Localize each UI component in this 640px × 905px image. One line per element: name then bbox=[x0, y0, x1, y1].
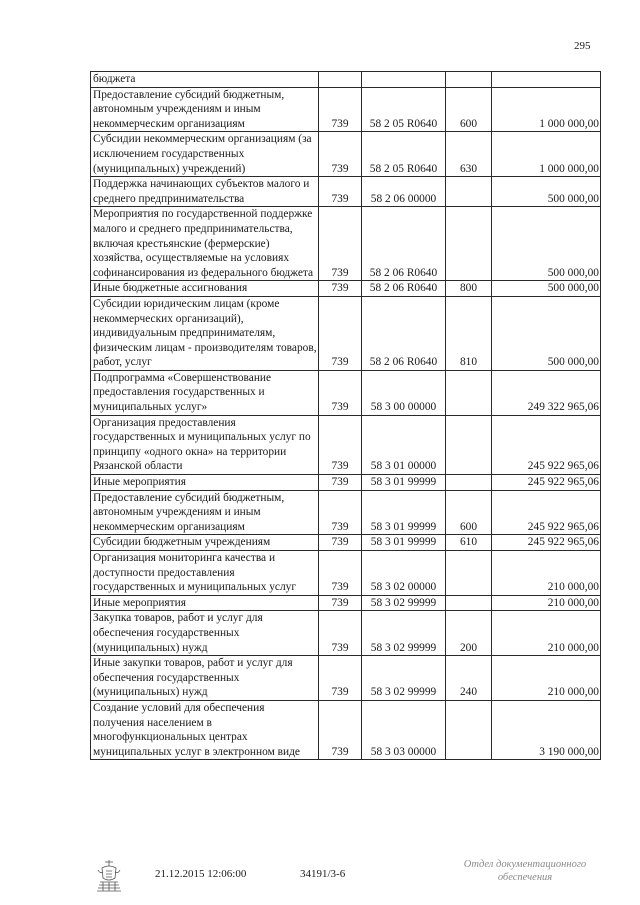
table-row bbox=[91, 207, 601, 281]
coat-of-arms-icon bbox=[94, 858, 124, 892]
row-csr-cell: 58 3 02 99999 bbox=[362, 611, 446, 656]
row-name-cell: Иные мероприятия bbox=[91, 475, 319, 491]
department-stamp bbox=[440, 858, 610, 884]
row-ved-cell: 739 bbox=[319, 370, 362, 415]
row-ved-cell: 739 bbox=[319, 611, 362, 656]
row-ved-cell: 739 bbox=[319, 535, 362, 551]
page-number: 295 bbox=[574, 40, 591, 52]
table-body bbox=[91, 72, 601, 760]
row-name-cell: Иные мероприятия bbox=[91, 595, 319, 611]
table-row bbox=[91, 595, 601, 611]
table-row bbox=[91, 475, 601, 491]
row-name-cell: Субсидии бюджетным учреждениям bbox=[91, 535, 319, 551]
row-csr-cell: 58 3 01 99999 bbox=[362, 535, 446, 551]
row-vr-cell: 630 bbox=[446, 132, 492, 177]
row-vr-cell: 810 bbox=[446, 296, 492, 370]
row-sum-cell: 500 000,00 bbox=[492, 296, 601, 370]
stamp-line-1: Отдел документационного bbox=[463, 859, 587, 870]
table-row bbox=[91, 177, 601, 207]
stamp-line-2: обеспечения bbox=[497, 872, 553, 883]
row-sum-cell: 210 000,00 bbox=[492, 595, 601, 611]
row-name-cell: Организация предоставления государственных и муниципальных услуг по принципу «одного окна» на территории Рязанской области bbox=[91, 415, 319, 474]
row-ved-cell bbox=[319, 72, 362, 88]
row-csr-cell: 58 3 02 00000 bbox=[362, 551, 446, 596]
row-csr-cell: 58 2 06 R0640 bbox=[362, 207, 446, 281]
row-csr-cell: 58 2 06 R0640 bbox=[362, 281, 446, 297]
row-sum-cell: 1 000 000,00 bbox=[492, 132, 601, 177]
table-row bbox=[91, 611, 601, 656]
row-sum-cell: 245 922 965,06 bbox=[492, 475, 601, 491]
row-vr-cell bbox=[446, 551, 492, 596]
row-vr-cell: 600 bbox=[446, 490, 492, 535]
row-csr-cell: 58 2 06 00000 bbox=[362, 177, 446, 207]
row-sum-cell: 500 000,00 bbox=[492, 207, 601, 281]
row-csr-cell: 58 3 03 00000 bbox=[362, 700, 446, 759]
table-row bbox=[91, 296, 601, 370]
table-row bbox=[91, 132, 601, 177]
row-name-cell: Предоставление субсидий бюджетным, автономным учреждениям и иным некоммерческим организациям bbox=[91, 490, 319, 535]
table-row bbox=[91, 370, 601, 415]
row-vr-cell bbox=[446, 700, 492, 759]
row-vr-cell: 600 bbox=[446, 87, 492, 132]
row-sum-cell: 500 000,00 bbox=[492, 177, 601, 207]
row-name-cell: Организация мониторинга качества и доступности предоставления государственных и муниципальных услуг bbox=[91, 551, 319, 596]
table-row bbox=[91, 87, 601, 132]
row-ved-cell: 739 bbox=[319, 415, 362, 474]
table-row bbox=[91, 700, 601, 759]
row-sum-cell: 1 000 000,00 bbox=[492, 87, 601, 132]
row-ved-cell: 739 bbox=[319, 296, 362, 370]
row-ved-cell: 739 bbox=[319, 207, 362, 281]
row-ved-cell: 739 bbox=[319, 700, 362, 759]
row-ved-cell: 739 bbox=[319, 475, 362, 491]
row-csr-cell: 58 3 01 99999 bbox=[362, 490, 446, 535]
row-csr-cell bbox=[362, 72, 446, 88]
row-name-cell: Поддержка начинающих субъектов малого и среднего предпринимательства bbox=[91, 177, 319, 207]
row-vr-cell: 800 bbox=[446, 281, 492, 297]
table-row bbox=[91, 281, 601, 297]
row-name-cell: Создание условий для обеспечения получения населением в многофункциональных центрах муниципальных услуг в электронном виде bbox=[91, 700, 319, 759]
row-sum-cell: 210 000,00 bbox=[492, 611, 601, 656]
row-vr-cell bbox=[446, 177, 492, 207]
budget-table bbox=[90, 71, 601, 760]
row-ved-cell: 739 bbox=[319, 656, 362, 701]
row-ved-cell: 739 bbox=[319, 177, 362, 207]
table-row bbox=[91, 490, 601, 535]
row-name-cell: Мероприятия по государственной поддержке малого и среднего предпринимательства, включая крестьянские (фермерские) хозяйства, осуществляемые на условиях софинансирования из федерального бюджета bbox=[91, 207, 319, 281]
footer-timestamp: 21.12.2015 12:06:00 bbox=[155, 868, 247, 880]
row-vr-cell bbox=[446, 207, 492, 281]
row-vr-cell bbox=[446, 370, 492, 415]
row-csr-cell: 58 3 02 99999 bbox=[362, 595, 446, 611]
row-ved-cell: 739 bbox=[319, 595, 362, 611]
row-sum-cell: 245 922 965,06 bbox=[492, 490, 601, 535]
row-name-cell: Предоставление субсидий бюджетным, автономным учреждениям и иным некоммерческим организациям bbox=[91, 87, 319, 132]
row-name-cell: Субсидии юридическим лицам (кроме некоммерческих организаций), индивидуальным предпринимателям, физическим лицам - производителям товаров, работ, услуг bbox=[91, 296, 319, 370]
row-vr-cell: 200 bbox=[446, 611, 492, 656]
row-csr-cell: 58 2 06 R0640 bbox=[362, 296, 446, 370]
row-ved-cell: 739 bbox=[319, 281, 362, 297]
row-csr-cell: 58 3 00 00000 bbox=[362, 370, 446, 415]
row-name-cell: Иные бюджетные ассигнования bbox=[91, 281, 319, 297]
table-row bbox=[91, 656, 601, 701]
footer-doc-code: 34191/3-6 bbox=[300, 868, 346, 880]
row-ved-cell: 739 bbox=[319, 551, 362, 596]
row-sum-cell: 210 000,00 bbox=[492, 551, 601, 596]
row-vr-cell bbox=[446, 72, 492, 88]
table-row bbox=[91, 535, 601, 551]
row-csr-cell: 58 3 02 99999 bbox=[362, 656, 446, 701]
row-sum-cell: 245 922 965,06 bbox=[492, 535, 601, 551]
row-sum-cell: 249 322 965,06 bbox=[492, 370, 601, 415]
row-csr-cell: 58 3 01 00000 bbox=[362, 415, 446, 474]
row-csr-cell: 58 2 05 R0640 bbox=[362, 132, 446, 177]
row-ved-cell: 739 bbox=[319, 87, 362, 132]
row-vr-cell bbox=[446, 595, 492, 611]
row-ved-cell: 739 bbox=[319, 490, 362, 535]
table-row bbox=[91, 415, 601, 474]
row-csr-cell: 58 2 05 R0640 bbox=[362, 87, 446, 132]
row-sum-cell: 3 190 000,00 bbox=[492, 700, 601, 759]
row-vr-cell: 610 bbox=[446, 535, 492, 551]
row-vr-cell bbox=[446, 415, 492, 474]
row-name-cell: Подпрограмма «Совершенствование предоставления государственных и муниципальных услуг» bbox=[91, 370, 319, 415]
row-sum-cell bbox=[492, 72, 601, 88]
row-vr-cell bbox=[446, 475, 492, 491]
row-name-cell: бюджета bbox=[91, 72, 319, 88]
page-footer bbox=[0, 858, 640, 898]
row-csr-cell: 58 3 01 99999 bbox=[362, 475, 446, 491]
row-name-cell: Субсидии некоммерческим организациям (за исключением государственных (муниципальных) учреждений) bbox=[91, 132, 319, 177]
row-vr-cell: 240 bbox=[446, 656, 492, 701]
row-sum-cell: 245 922 965,06 bbox=[492, 415, 601, 474]
table-row bbox=[91, 72, 601, 88]
row-sum-cell: 210 000,00 bbox=[492, 656, 601, 701]
row-name-cell: Иные закупки товаров, работ и услуг для обеспечения государственных (муниципальных) нужд bbox=[91, 656, 319, 701]
row-name-cell: Закупка товаров, работ и услуг для обеспечения государственных (муниципальных) нужд bbox=[91, 611, 319, 656]
row-sum-cell: 500 000,00 bbox=[492, 281, 601, 297]
row-ved-cell: 739 bbox=[319, 132, 362, 177]
table-row bbox=[91, 551, 601, 596]
